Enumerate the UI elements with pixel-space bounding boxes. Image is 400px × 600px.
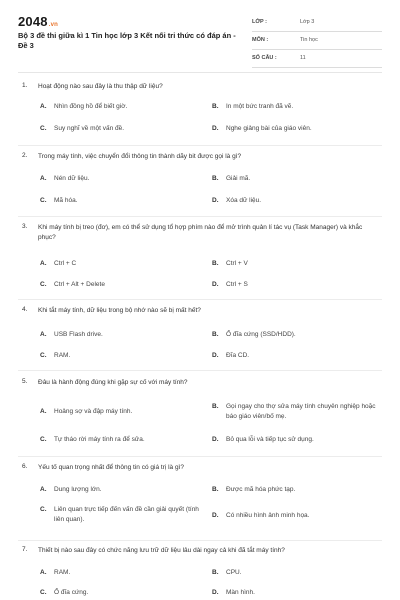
meta-label: SỐ CÂU : (252, 55, 277, 61)
divider (18, 456, 382, 457)
option-text: Giải mã. (226, 175, 251, 182)
question-number: 6. (22, 463, 28, 470)
question-number: 1. (22, 82, 28, 89)
header-divider (18, 72, 382, 73)
option-key: A. (40, 569, 47, 576)
option-text: Ctrl + V (226, 260, 248, 267)
question-text: Khi tắt máy tính, dữ liệu trong bộ nhớ nào sẽ bị mất hết? (38, 307, 201, 314)
option-key: A. (40, 175, 47, 182)
question-number: 5. (22, 378, 28, 385)
option-text: Ổ đĩa cứng. (54, 589, 89, 596)
option-text: Gọi ngay cho thợ sửa máy tính chuyên nghiệp hoặc báo giáo viên/bố mẹ. (226, 403, 376, 420)
question-text: Yếu tố quan trọng nhất để thông tin có giá trị là gì? (38, 464, 184, 471)
option-key: C. (40, 352, 47, 359)
option-text: Nhìn đồng hồ để biết giờ. (54, 103, 128, 110)
option-text: Tự tháo rời máy tính ra để sửa. (54, 436, 145, 443)
question-number: 4. (22, 306, 28, 313)
header (18, 14, 382, 66)
option-text: Màn hình. (226, 589, 255, 596)
logo-suffix: .vn (48, 22, 59, 28)
option-text: Dung lượng lớn. (54, 486, 102, 493)
question-text: Đâu là hành động đúng khi gặp sự cố với máy tính? (38, 379, 188, 386)
question-1 (22, 82, 382, 142)
option-key: B. (212, 569, 219, 576)
question-text: Trong máy tính, việc chuyển đổi thông tin thành dãy bit được gọi là gì? (38, 153, 242, 160)
option-key: D. (212, 281, 219, 288)
question-6 (22, 463, 382, 537)
meta-panel (252, 16, 382, 70)
page-title: Bộ 3 đề thi giữa kì 1 Tin học lớp 3 Kết nối tri thức có đáp án - Đề 3 (18, 31, 236, 50)
meta-value: 11 (300, 55, 306, 61)
option-key: C. (40, 197, 47, 204)
option-key: D. (212, 512, 219, 519)
option-key: D. (212, 352, 219, 359)
option-key: B. (212, 103, 219, 110)
meta-value: Lớp 3 (300, 19, 315, 25)
divider (18, 216, 382, 217)
option-key: D. (212, 589, 219, 596)
question-4 (22, 306, 382, 366)
option-text: Nghe giảng bài của giáo viên. (226, 125, 312, 132)
option-text: Đĩa CD. (226, 352, 250, 359)
divider (18, 540, 382, 541)
option-text: Suy nghĩ về một vấn đề. (54, 125, 125, 132)
question-text: Hoạt động nào sau đây là thu thập dữ liệu? (38, 83, 163, 90)
option-text: RAM. (54, 352, 71, 359)
divider (18, 299, 382, 300)
option-text: Ctrl + S (226, 281, 248, 288)
question-2 (22, 152, 382, 212)
option-key: C. (40, 589, 47, 596)
option-key: B. (212, 486, 219, 493)
logo-main: 2048 (18, 14, 48, 29)
option-key: D. (212, 436, 219, 443)
option-key: B. (212, 260, 219, 267)
site-logo[interactable] (18, 14, 58, 29)
option-key: A. (40, 331, 47, 338)
option-text: USB Flash drive. (54, 331, 103, 338)
option-key: D. (212, 125, 219, 132)
option-key: B. (212, 331, 219, 338)
option-key: A. (40, 103, 47, 110)
meta-label: LỚP : (252, 19, 267, 25)
meta-label: MÔN : (252, 37, 269, 43)
option-key: A. (40, 486, 47, 493)
option-text: Có nhiều hình ảnh minh họa. (226, 512, 310, 519)
question-3 (22, 223, 382, 295)
question-number: 7. (22, 546, 28, 553)
meta-value: Tin học (300, 37, 318, 43)
meta-row-subject (252, 34, 382, 50)
option-text: Xóa dữ liệu. (226, 197, 262, 204)
option-text: RAM. (54, 569, 71, 576)
option-text: Được mã hóa phức tạp. (226, 486, 296, 493)
divider (18, 145, 382, 146)
question-text: Khi máy tính bị treo (đơ), em có thể sử dụng tổ hợp phím nào để mở trình quản lí tác vụ (Task Manager) và khắc phục? (38, 224, 363, 241)
option-text: Mã hóa. (54, 197, 78, 204)
option-text: Ổ đĩa cứng (SSD/HDD). (226, 331, 296, 338)
option-text: Nén dữ liệu. (54, 175, 90, 182)
option-key: C. (40, 436, 47, 443)
option-key: A. (40, 260, 47, 267)
option-key: C. (40, 281, 47, 288)
meta-row-count (252, 52, 382, 68)
option-key: C. (40, 125, 47, 132)
option-key: D. (212, 197, 219, 204)
question-number: 3. (22, 223, 28, 230)
option-text: Liên quan trực tiếp đến vấn đề cần giải quyết (tính liên quan). (54, 506, 199, 523)
question-text: Thiết bị nào sau đây có chức năng lưu trữ dữ liệu lâu dài ngay cả khi đã tắt máy tính? (38, 547, 285, 554)
divider (18, 370, 382, 371)
option-text: Bỏ qua lỗi và tiếp tục sử dụng. (226, 436, 314, 443)
option-key: C. (40, 506, 47, 513)
question-7 (22, 546, 382, 600)
option-text: Hoảng sợ và đập máy tính. (54, 408, 133, 415)
option-text: CPU. (226, 569, 242, 576)
option-key: A. (40, 408, 47, 415)
option-text: Ctrl + C (54, 260, 77, 267)
question-5 (22, 378, 382, 452)
option-key: B. (212, 175, 219, 182)
question-number: 2. (22, 152, 28, 159)
option-text: Ctrl + Alt + Delete (54, 281, 105, 288)
option-text: In một bức tranh đã vẽ. (226, 103, 294, 110)
option-key: B. (212, 403, 219, 410)
meta-row-class (252, 16, 382, 32)
